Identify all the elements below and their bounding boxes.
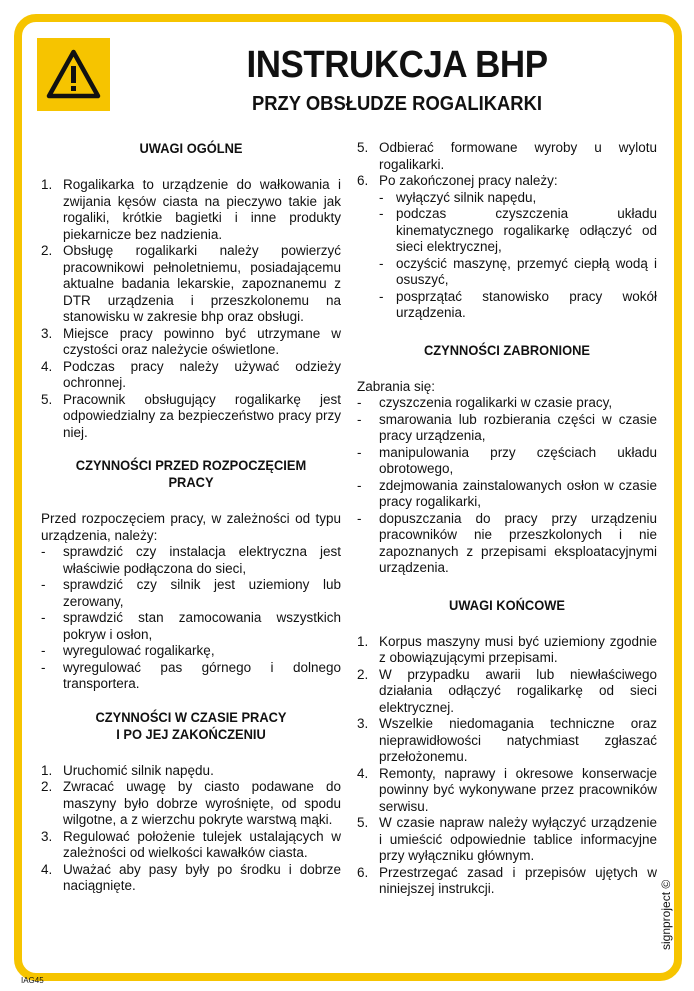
warning-sign <box>37 38 110 111</box>
list-item: - wyregulować rogalikarkę, <box>41 643 341 660</box>
list-item: - wyłączyć silnik napędu, <box>379 190 657 207</box>
list-item: - smarowania lub rozbierania części w czasie pracy urządzenia, <box>357 412 657 445</box>
list-item: - czyszczenia rogalikarki w czasie pracy, <box>357 395 657 412</box>
list-item: 3. Wszelkie niedomagania techniczne oraz nieprawidłowości natychmiast zgłaszać przełożonemu. <box>357 716 657 764</box>
list-item: - sprawdzić stan zamocowania wszystkich pokryw i osłon, <box>41 610 341 643</box>
list-item: - posprzątać stanowisko pracy wokół urządzenia. <box>379 289 657 322</box>
list-item: 5. W czasie napraw należy wyłączyć urządzenie i umieścić odpowiednie tablice informacyjne przy wyłączniku głównym. <box>357 815 657 863</box>
list-item: - manipulowania przy częściach układu obrotowego, <box>357 445 657 478</box>
list-item: 4. Remonty, naprawy i okresowe konserwacje powinny być wykonywane przez pracowników serwisu. <box>357 765 657 814</box>
left-column <box>41 140 341 895</box>
forbidden-intro: Zabrania się: <box>357 378 436 394</box>
forbidden-heading: CZYNNOŚCI ZABRONIONE <box>423 341 591 358</box>
list-item: - zdejmowania zainstalowanych osłon w czasie pracy rogalikarki, <box>357 478 657 511</box>
general-heading: UWAGI OGÓLNE <box>139 140 243 156</box>
final-notes-list <box>357 634 657 898</box>
during-work-list-continued <box>357 140 657 190</box>
list-item: 4. Podczas pracy należy używać odzieży ochronnej. <box>41 358 341 390</box>
forbidden-list <box>357 395 657 577</box>
general-list <box>41 177 341 441</box>
list-item: 2. Zwracać uwagę by ciasto podawane do maszyny było dobrze wyrośnięte, od spodu wilgotne, a z wierzchu pokryte warstwą mąki. <box>41 779 341 827</box>
during-work-heading: CZYNNOŚCI W CZASIE PRACY I PO JEJ ZAKOŃCZENIU <box>95 708 287 742</box>
list-item: 1. Korpus maszyny musi być uziemiony zgodnie z obowiązującymi przepisami. <box>357 633 657 665</box>
list-item: - oczyścić maszynę, przemyć ciepłą wodą i osuszyć, <box>379 256 657 289</box>
list-item: - sprawdzić czy instalacja elektryczna jest właściwie podłączona do sieci, <box>41 544 341 577</box>
list-item: - dopuszczania do pracy przy urządzeniu pracowników nie przeszkolonych i nie zapoznanych z przepisami eksploatacyjnymi urządzenia. <box>357 511 657 577</box>
list-item: - podczas czyszczenia układu kinematycznego rogalikarkę odłączyć od sieci elektrycznej, <box>379 206 657 256</box>
right-column <box>357 140 657 898</box>
list-item: 2. Obsługę rogalikarki należy powierzyć pracownikowi pełnoletniemu, posiadającemu aktualne badania lekarskie, zapoznanemu z DTR urządzenia i przeszkolonemu na stanowisku w zakresie bhp oraz obsługi. <box>41 243 341 324</box>
after-work-list <box>379 190 657 322</box>
before-work-heading: CZYNNOŚCI PRZED ROZPOCZĘCIEM PRACY <box>75 457 307 490</box>
list-item: 2. W przypadku awarii lub niewłaściwego działania odłączyć rogalikarkę od sieci elektrycznej. <box>357 666 657 715</box>
list-item: 5. Odbierać formowane wyroby u wylotu rogalikarki. <box>357 140 657 172</box>
list-item: - sprawdzić czy silnik jest uziemiony lub zerowany, <box>41 577 341 610</box>
list-item: 1. Rogalikarka to urządzenie do wałkowania i zwijania kęsów ciasta na pieczywo takie jak rogaliki, krótkie bagietki i inne produkty piekarnicze bez nadzienia. <box>41 177 341 242</box>
list-item: 3. Regulować położenie tulejek ustalających w zależności od wielkości kawałków ciasta. <box>41 828 341 860</box>
list-item: 6. Po zakończonej pracy należy: <box>357 173 558 188</box>
list-item: - wyregulować pas górnego i dolnego transportera. <box>41 660 341 693</box>
before-work-intro: Przed rozpoczęciem pracy, w zależności od typu urządzenia, należy: <box>41 511 341 543</box>
final-notes-heading: UWAGI KOŃCOWE <box>449 596 565 613</box>
page-title: INSTRUKCJA BHP <box>246 44 548 86</box>
warning-triangle-icon <box>37 38 110 111</box>
list-item: 5. Pracownik obsługujący rogalikarkę jest odpowiedzialny za bezpieczeństwo pracy przy niej. <box>41 391 341 440</box>
before-work-list <box>41 544 341 693</box>
page-subtitle: PRZY OBSŁUDZE ROGALIKARKI <box>251 93 542 115</box>
during-work-list <box>41 763 341 895</box>
list-item: 6. Przestrzegać zasad i przepisów ujętych w niniejszej instrukcji. <box>357 864 657 896</box>
list-item: 1. Uruchomić silnik napędu. <box>41 762 214 778</box>
product-code: IAG45 <box>21 976 44 985</box>
list-item: 3. Miejsce pracy powinno być utrzymane w czystości oraz należycie oświetlone. <box>41 325 341 357</box>
list-item: 4. Uważać aby pasy były po środku i dobrze naciągnięte. <box>41 861 341 893</box>
brand-label: signproject © <box>659 879 673 950</box>
